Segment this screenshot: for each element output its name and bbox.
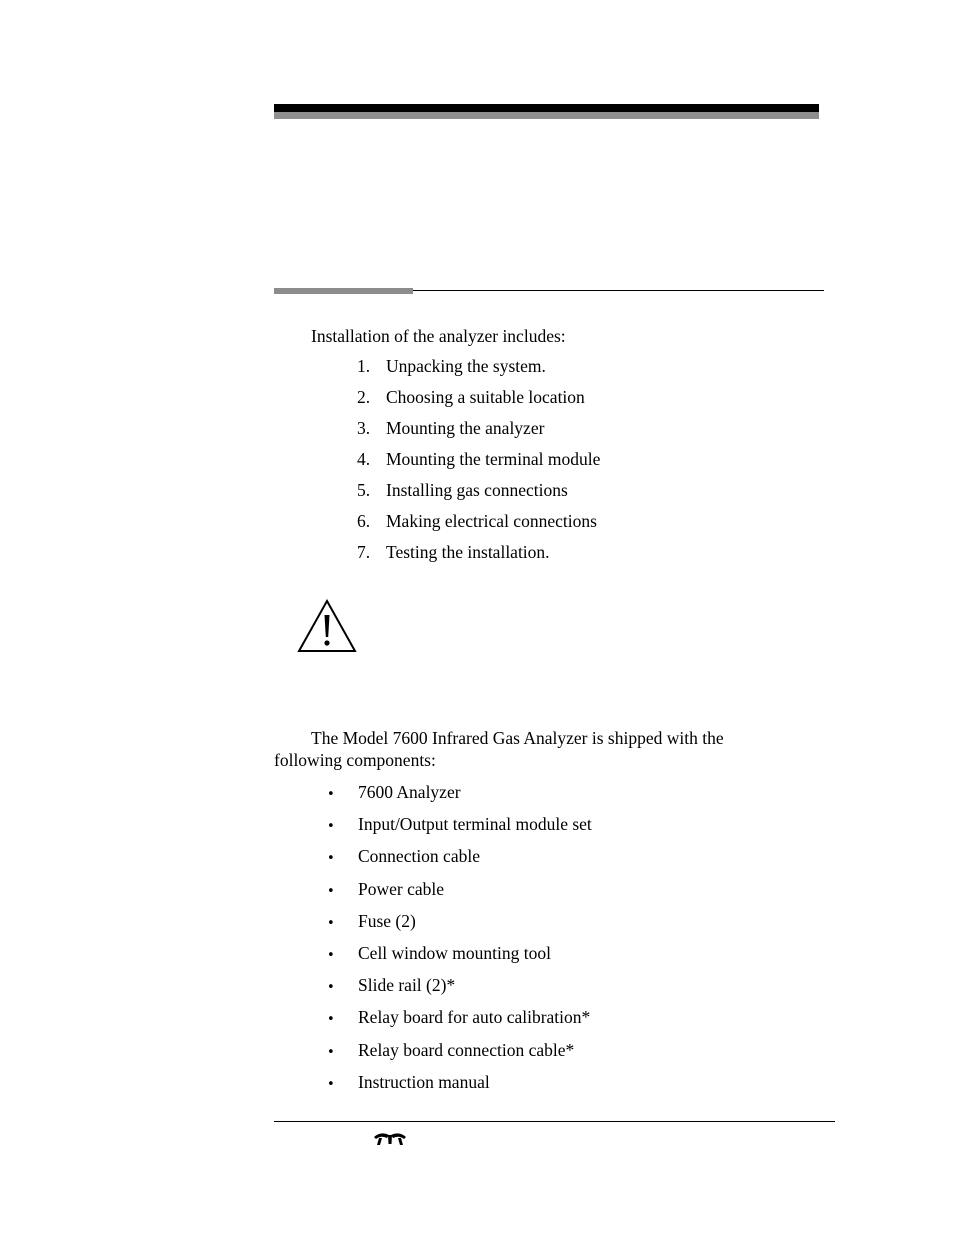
list-item — [327, 1039, 592, 1071]
warning-triangle-icon — [297, 599, 357, 653]
list-item-text: Instruction manual — [358, 1071, 490, 1092]
list-item-number: 2. — [357, 387, 371, 407]
list-item — [357, 386, 600, 417]
list-item-text: Testing the installation. — [386, 542, 550, 562]
footer-rule — [274, 1121, 835, 1122]
bullet: • — [327, 787, 335, 802]
list-item — [327, 813, 592, 845]
intro-text: Installation of the analyzer includes: — [311, 326, 566, 346]
bullet: • — [327, 1012, 335, 1028]
list-item — [327, 781, 592, 813]
teledyne-logo-icon — [372, 1130, 408, 1146]
header-bar-gray — [274, 112, 819, 119]
list-item-text: Unpacking the system. — [386, 356, 546, 376]
list-item — [357, 510, 600, 541]
header-bar-black — [274, 104, 819, 112]
bullet: • — [327, 819, 335, 835]
list-item — [327, 845, 592, 877]
bullet: • — [327, 947, 335, 963]
bullet: • — [327, 851, 335, 867]
bullet: • — [327, 1076, 335, 1092]
bullet: • — [327, 1044, 335, 1060]
list-item-text: 7600 Analyzer — [358, 782, 461, 802]
list-item — [357, 417, 600, 448]
list-item-text: Installing gas connections — [386, 480, 568, 500]
bullet: • — [327, 915, 335, 931]
section-rule-accent — [274, 288, 413, 294]
list-item — [327, 878, 592, 910]
list-item — [357, 355, 600, 386]
list-item-text: Choosing a suitable location — [386, 387, 585, 407]
list-item — [357, 448, 600, 479]
list-item-text: Input/Output terminal module set — [358, 814, 592, 835]
list-item-text: Relay board for auto calibration* — [358, 1007, 591, 1028]
list-item-text: Connection cable — [358, 846, 480, 867]
list-item-text: Mounting the terminal module — [386, 449, 601, 469]
list-item-text: Fuse (2) — [358, 910, 416, 931]
list-item-number: 5. — [357, 480, 371, 500]
bullet: • — [327, 980, 335, 996]
list-item-text: Relay board connection cable* — [358, 1039, 575, 1060]
list-item — [327, 942, 592, 974]
list-item-number: 4. — [357, 449, 371, 469]
list-item-text: Making electrical connections — [386, 511, 597, 531]
list-item-text: Mounting the analyzer — [386, 418, 545, 438]
components-list — [327, 781, 592, 1103]
bullet: • — [327, 883, 335, 899]
list-item-text: Power cable — [358, 878, 445, 899]
list-item-number: 7. — [357, 542, 371, 562]
list-item — [327, 1006, 592, 1038]
list-item — [327, 974, 592, 1006]
list-item-number: 6. — [357, 511, 371, 531]
list-item — [327, 1071, 592, 1103]
components-intro-text: The Model 7600 Infrared Gas Analyzer is shipped with the following components: — [274, 728, 724, 770]
list-item-number: 3. — [357, 418, 371, 438]
installation-steps-list — [357, 355, 600, 572]
list-item — [327, 910, 592, 942]
list-item — [357, 479, 600, 510]
list-item-text: Cell window mounting tool — [358, 942, 551, 963]
list-item — [357, 541, 600, 572]
list-item-text: Slide rail (2)* — [358, 975, 456, 996]
list-item-number: 1. — [357, 356, 371, 376]
